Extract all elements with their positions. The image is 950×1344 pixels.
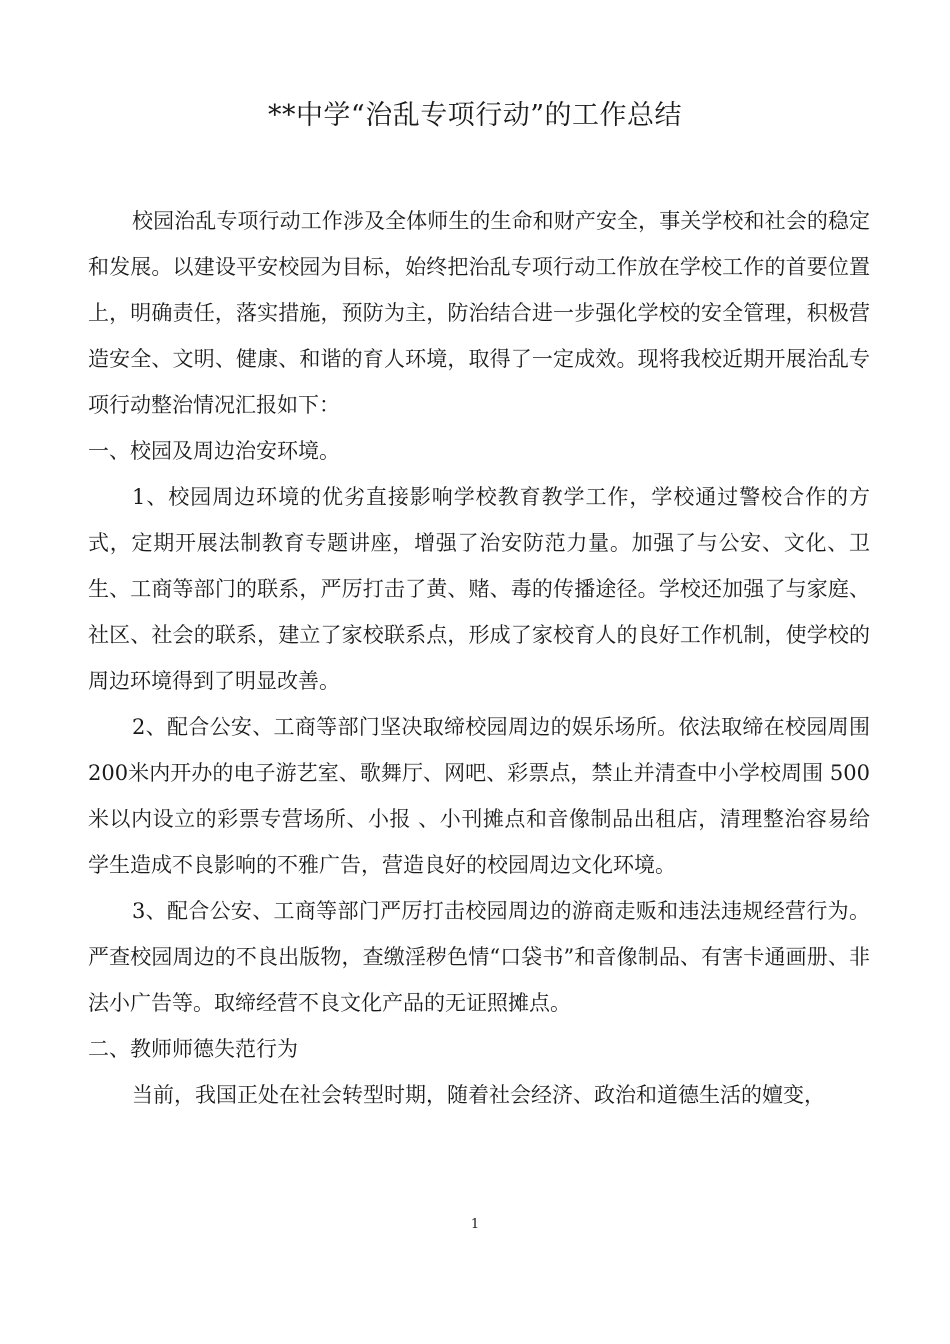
paragraph-item-2: 2、配合公安、工商等部门坚决取缔校园周边的娱乐场所。依法取缔在校园周围200米内开办的电子游艺室、歌舞厅、网吧、彩票点，禁止并清查中小学校周围 500 米以内设立的彩票专营场所、小报 、小刊摊点和音像制品出租店，清理整治容易给学生造成不良影响的不雅广告，营造良好的校园周边文化环境。	[88, 715, 870, 877]
paragraph-item-3: 3、配合公安、工商等部门严厉打击校园周边的游商走贩和违法违规经营行为。严查校园周边的不良出版物，查缴淫秽色情“口袋书”和音像制品、有害卡通画册、非法小广告等。取缔经营不良文化产品的无证照摊点。	[88, 899, 870, 1015]
page-number: 1	[470, 1217, 480, 1232]
section-heading-2: 二、教师师德失范行为	[88, 1037, 298, 1061]
paragraph-section-2: 当前，我国正处在社会转型时期，随着社会经济、政治和道德生活的嬗变，	[132, 1083, 825, 1107]
document-body	[88, 198, 870, 1118]
document-title: **中学“治乱专项行动”的工作总结	[267, 100, 683, 131]
paragraph-item-1: 1、校园周边环境的优劣直接影响学校教育教学工作，学校通过警校合作的方式，定期开展法制教育专题讲座，增强了治安防范力量。加强了与公安、文化、卫生、工商等部门的联系，严厉打击了黄、赌、毒的传播途径。学校还加强了与家庭、社区、社会的联系，建立了家校联系点，形成了家校育人的良好工作机制，使学校的周边环境得到了明显改善。	[88, 485, 870, 693]
paragraph-intro: 校园治乱专项行动工作涉及全体师生的生命和财产安全，事关学校和社会的稳定和发展。以建设平安校园为目标，始终把治乱专项行动工作放在学校工作的首要位置上，明确责任，落实措施，预防为主，防治结合进一步强化学校的安全管理，积极营造安全、文明、健康、和谐的育人环境，取得了一定成效。现将我校近期开展治乱专项行动整治情况汇报如下：	[88, 209, 870, 417]
section-heading-1: 一、校园及周边治安环境。	[88, 439, 340, 463]
